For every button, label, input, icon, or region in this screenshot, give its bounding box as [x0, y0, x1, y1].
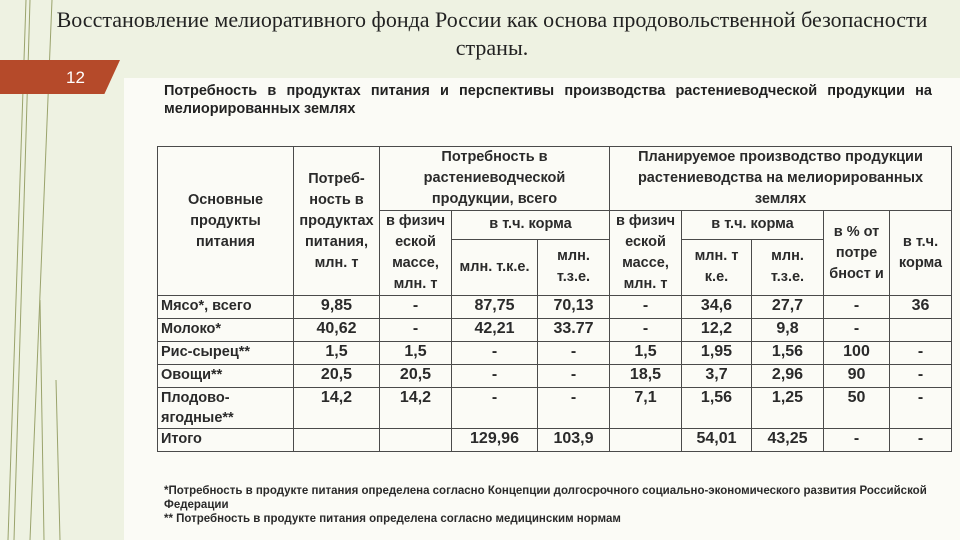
cell: 14,2 [380, 388, 452, 429]
footnote-2: ** Потребность в продукте питания определена согласно медицинским нормам [164, 513, 621, 525]
cell: 103,9 [538, 429, 610, 452]
cell: - [890, 388, 952, 429]
cell: 129,96 [452, 429, 538, 452]
cell: 12,2 [682, 319, 752, 342]
footnotes [164, 484, 944, 526]
slide-title: Восстановление мелиоративного фонда России как основа продовольственной безопасности страны. [56, 7, 928, 60]
data-table [157, 146, 952, 452]
cell: 20,5 [380, 365, 452, 388]
cell: 9,85 [294, 296, 380, 319]
cell: - [890, 429, 952, 452]
row-name: Итого [158, 429, 294, 452]
header-planned-group: Планируемое производство продукции растениеводства на мелиорированных землях [610, 147, 952, 211]
cell: - [610, 296, 682, 319]
cell: 54,01 [682, 429, 752, 452]
cell: 18,5 [610, 365, 682, 388]
cell: - [452, 388, 538, 429]
header-need-food: Потреб-ность в продуктах питания, млн. т [294, 147, 380, 296]
row-name: Рис-сырец** [158, 342, 294, 365]
cell: 40,62 [294, 319, 380, 342]
cell [610, 429, 682, 452]
cell: - [538, 342, 610, 365]
cell: - [380, 319, 452, 342]
cell: 1,5 [610, 342, 682, 365]
cell: 1,56 [752, 342, 824, 365]
cell: - [890, 365, 952, 388]
table-row [158, 365, 952, 388]
cell: 70,13 [538, 296, 610, 319]
cell: 1,56 [682, 388, 752, 429]
footnote-1: *Потребность в продукте питания определена согласно Концепции долгосрочного социально-экономического развития Российской Федерации [164, 485, 927, 511]
header-phys-mass-2: в физич еской массе, млн. т [610, 211, 682, 296]
cell: - [610, 319, 682, 342]
cell: 100 [824, 342, 890, 365]
cell: 33.77 [538, 319, 610, 342]
cell: 87,75 [452, 296, 538, 319]
cell: 1,5 [294, 342, 380, 365]
table-row [158, 319, 952, 342]
cell: 20,5 [294, 365, 380, 388]
cell: 1,95 [682, 342, 752, 365]
row-name: Овощи** [158, 365, 294, 388]
page-number: 12 [66, 68, 85, 87]
row-name: Молоко* [158, 319, 294, 342]
cell: 14,2 [294, 388, 380, 429]
cell: 34,6 [682, 296, 752, 319]
cell: 42,21 [452, 319, 538, 342]
cell [294, 429, 380, 452]
cell: - [890, 342, 952, 365]
table-row [158, 342, 952, 365]
cell: 3,7 [682, 365, 752, 388]
row-name: Мясо*, всего [158, 296, 294, 319]
header-products: Основные продукты питания [158, 147, 294, 296]
cell: 9,8 [752, 319, 824, 342]
cell: 7,1 [610, 388, 682, 429]
cell: - [538, 365, 610, 388]
cell: 1,25 [752, 388, 824, 429]
table-row [158, 296, 952, 319]
header-need-crop-group: Потребность в растениеводческой продукции, всего [380, 147, 610, 211]
cell: - [380, 296, 452, 319]
cell: 50 [824, 388, 890, 429]
header-mln-tze-2: млн. т.з.е. [752, 239, 824, 295]
cell: 27,7 [752, 296, 824, 319]
cell: 43,25 [752, 429, 824, 452]
cell: 2,96 [752, 365, 824, 388]
header-mln-tke: млн. т.к.е. [452, 239, 538, 295]
cell [380, 429, 452, 452]
cell: - [824, 296, 890, 319]
header-phys-mass: в физич еской массе, млн. т [380, 211, 452, 296]
cell [890, 319, 952, 342]
cell: 1,5 [380, 342, 452, 365]
header-incl-feed-2: в т.ч. корма [682, 211, 824, 240]
cell: - [824, 429, 890, 452]
cell: - [824, 319, 890, 342]
cell: - [538, 388, 610, 429]
header-percent-need: в % от потре бност и [824, 211, 890, 296]
cell: 90 [824, 365, 890, 388]
header-mln-tze: млн. т.з.е. [538, 239, 610, 295]
table-row-total [158, 429, 952, 452]
scanned-document [124, 78, 960, 540]
cell: - [452, 365, 538, 388]
header-incl-feed: в т.ч. корма [452, 211, 610, 240]
header-incl-feed-3: в т.ч. корма [890, 211, 952, 296]
header-mln-tke-2: млн. т к.е. [682, 239, 752, 295]
table-row [158, 388, 952, 429]
cell: - [452, 342, 538, 365]
page-number-tab [0, 60, 120, 94]
cell: 36 [890, 296, 952, 319]
table-caption: Потребность в продуктах питания и перспективы производства растениеводческой продукции на мелиорированных землях [164, 83, 932, 117]
row-name: Плодово-ягодные** [158, 388, 294, 429]
